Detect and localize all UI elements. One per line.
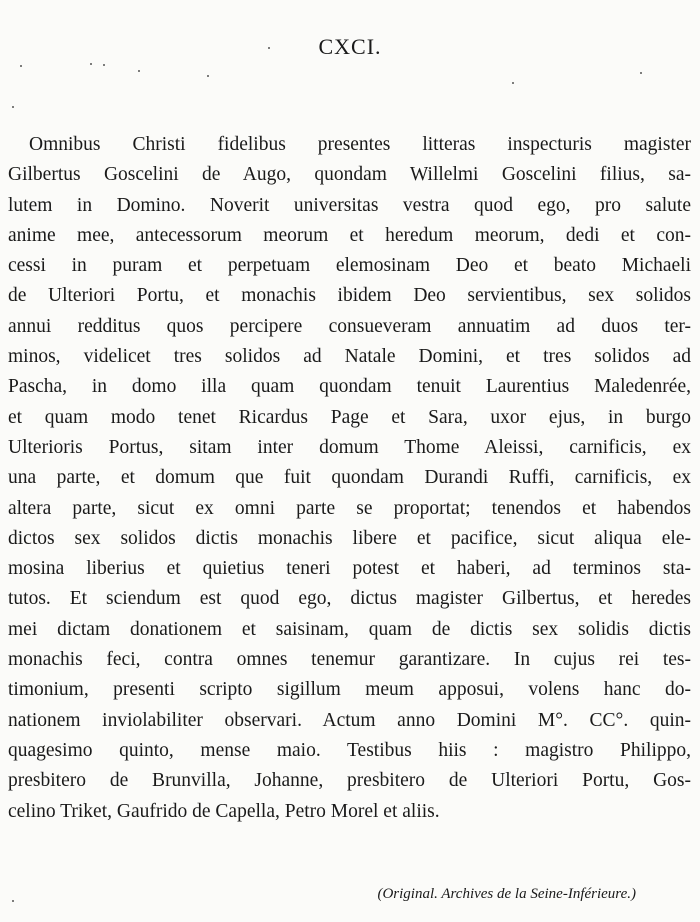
- text-line: mei dictam donationem et saisinam, quam de dictis sex solidis dictis: [8, 618, 691, 640]
- speck: [512, 82, 514, 84]
- text-line: celino Triket, Gaufrido de Capella, Petro Morel et aliis.: [8, 800, 440, 822]
- speck: [12, 106, 14, 108]
- text-line: altera parte, sicut ex omni parte se proportat; tenendos et habendos: [8, 497, 691, 519]
- text-line: lutem in Domino. Noverit universitas vestra quod ego, pro salute: [8, 194, 691, 216]
- text-line: dictos sex solidos dictis monachis libere et pacifice, sicut aliqua ele-: [8, 527, 691, 549]
- text-line: tutos. Et sciendum est quod ego, dictus magister Gilbertus, et heredes: [8, 588, 691, 610]
- text-line: mosina liberius et quietius teneri potest et haberi, ad terminos sta-: [8, 558, 691, 580]
- text-line: timonium, presenti scripto sigillum meum apposui, volens hanc do-: [8, 679, 691, 701]
- text-line: Ulterioris Portus, sitam inter domum Thome Aleissi, carnificis, ex: [8, 436, 691, 458]
- text-line: minos, videlicet tres solidos ad Natale Domini, et tres solidos ad: [8, 346, 691, 368]
- speck: [207, 75, 209, 77]
- speck: [103, 64, 105, 66]
- speck: [90, 63, 92, 65]
- text-line: cessi in puram et perpetuam elemosinam Deo et beato Michaeli: [8, 255, 691, 277]
- source-citation: (Original. Archives de la Seine-Inférieure.): [377, 886, 636, 902]
- text-line: presbitero de Brunvilla, Johanne, presbitero de Ulteriori Portu, Gos-: [8, 770, 691, 792]
- text-line: anime mee, antecessorum meorum et heredum meorum, dedi et con-: [8, 224, 691, 246]
- speck: [20, 65, 22, 67]
- text-line: annui redditus quos percipere consueveram annuatim ad duos ter-: [8, 315, 691, 337]
- text-line: et quam modo tenet Ricardus Page et Sara, uxor ejus, in burgo: [8, 406, 691, 428]
- text-line: una parte, et domum que fuit quondam Durandi Ruffi, carnificis, ex: [8, 467, 691, 489]
- charter-text: [8, 130, 691, 827]
- text-line: quagesimo quinto, mense maio. Testibus hiis : magistro Philippo,: [8, 739, 691, 761]
- speck: [640, 72, 642, 74]
- document-heading: CXCI.: [318, 34, 382, 59]
- text-line: Omnibus Christi fidelibus presentes litteras inspecturis magister: [29, 134, 691, 155]
- speck: [138, 70, 140, 72]
- text-line: nationem inviolabiliter observari. Actum anno Domini M°. CC°. quin-: [8, 709, 691, 731]
- text-line: de Ulteriori Portu, et monachis ibidem Deo servientibus, sex solidos: [8, 285, 691, 307]
- text-line: Gilbertus Goscelini de Augo, quondam Willelmi Goscelini filius, sa-: [8, 164, 691, 186]
- text-line: monachis feci, contra omnes tenemur garantizare. In cujus rei tes-: [8, 649, 691, 671]
- text-line: Pascha, in domo illa quam quondam tenuit Laurentius Maledenrée,: [8, 376, 691, 398]
